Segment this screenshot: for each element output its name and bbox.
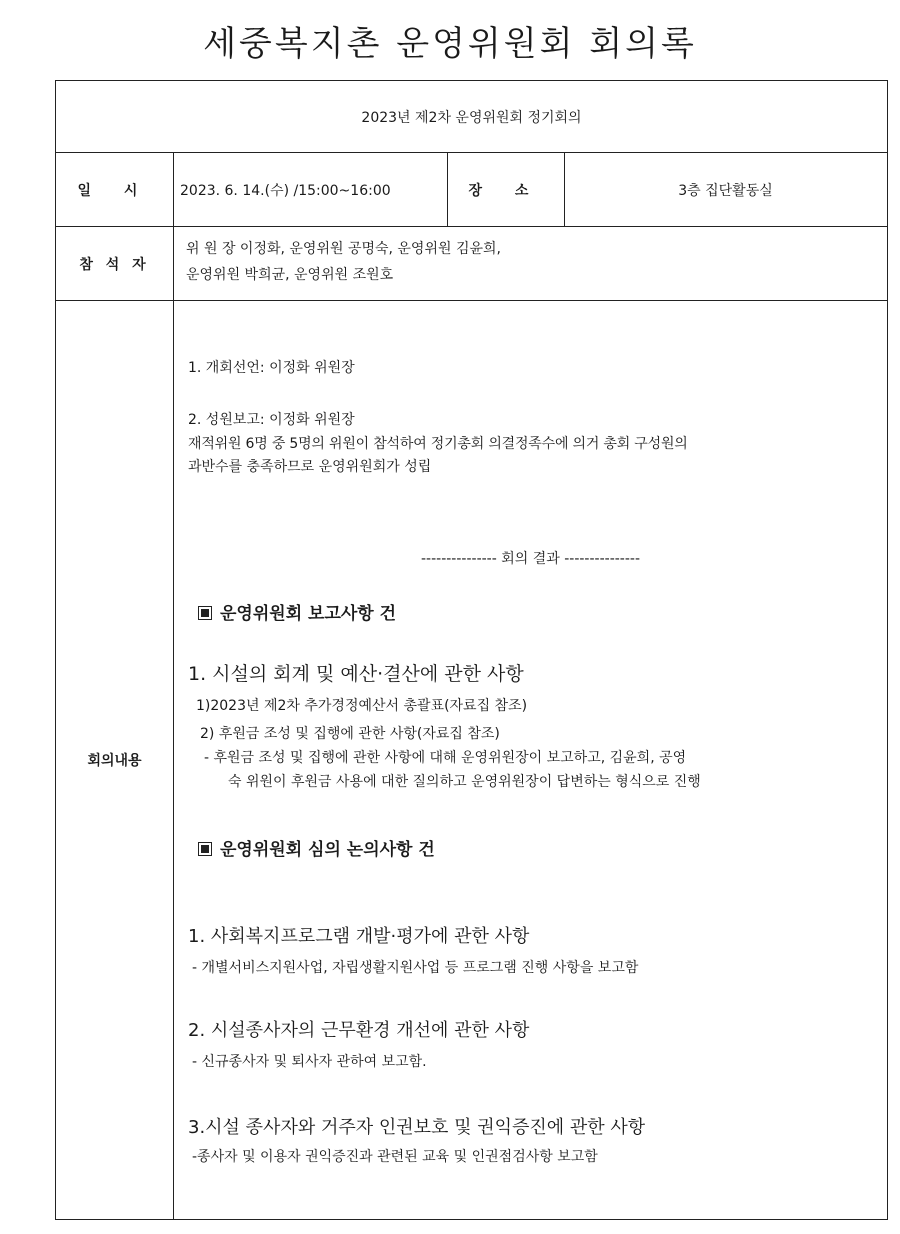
review-item-2: 2. 시설종사자의 근무환경 개선에 관한 사항 bbox=[188, 1020, 530, 1041]
opening-declaration: 1. 개회선언: 이정화 위원장 bbox=[188, 360, 355, 376]
report-detail-2: 숙 위원이 후원금 사용에 대한 질의하고 운영위원장이 답변하는 형식으로 진행 bbox=[228, 774, 701, 790]
review-item-1: 1. 사회복지프로그램 개발·평가에 관한 사항 bbox=[188, 926, 530, 947]
attendees-line-2: 운영위원 박희균, 운영위원 조원호 bbox=[186, 267, 394, 283]
section-report-title: 운영위원회 보고사항 건 bbox=[220, 604, 397, 624]
attendees-line-1: 위 원 장 이정화, 운영위원 공명숙, 운영위원 김윤희, bbox=[186, 241, 501, 257]
date-value: 2023. 6. 14.(수) /15:00~16:00 bbox=[180, 182, 391, 199]
place-label: 장 소 bbox=[468, 182, 543, 199]
report-detail-1: - 후원금 조성 및 집행에 관한 사항에 대해 운영위원장이 보고하고, 김윤희, 공영 bbox=[204, 750, 687, 766]
review-item-1-detail: - 개별서비스지원사업, 자립생활지원사업 등 프로그램 진행 사항을 보고함 bbox=[192, 960, 639, 976]
quorum-line-2: 과반수를 충족하므로 운영위원회가 성립 bbox=[188, 459, 432, 475]
meeting-name-row bbox=[56, 81, 887, 153]
review-item-2-detail: - 신규종사자 및 퇴사자 관하여 보고함. bbox=[192, 1054, 427, 1070]
review-item-3-detail: -종사자 및 이용자 권익증진과 관련된 교육 및 인권점검사항 보고함 bbox=[192, 1149, 598, 1165]
report-item-1: 1. 시설의 회계 및 예산·결산에 관한 사항 bbox=[188, 663, 524, 685]
attendees-row bbox=[56, 227, 887, 301]
report-sub-2: 2) 후원금 조성 및 집행에 관한 사항(자료집 참조) bbox=[200, 726, 500, 742]
black-square-icon bbox=[198, 842, 212, 856]
document-title: 세중복지촌 운영위원회 회의록 bbox=[203, 24, 697, 64]
date-label: 일 시 bbox=[77, 182, 152, 199]
report-sub-1: 1)2023년 제2차 추가경정예산서 총괄표(자료집 참조) bbox=[196, 698, 528, 714]
black-square-icon bbox=[198, 606, 212, 620]
meeting-content bbox=[174, 301, 887, 1219]
section-report-heading bbox=[198, 603, 877, 625]
quorum-title: 2. 성원보고: 이정화 위원장 bbox=[188, 412, 355, 428]
quorum-line-1: 재적위원 6명 중 5명의 위원이 참석하여 정기총회 의결정족수에 의거 총회 구성원의 bbox=[188, 436, 688, 452]
place-value: 3층 집단활동실 bbox=[678, 182, 773, 199]
minutes-table bbox=[55, 80, 888, 1220]
section-review-heading bbox=[198, 839, 877, 861]
content-label: 회의내용 bbox=[87, 753, 142, 769]
review-item-3: 3.시설 종사자와 거주자 인권보호 및 권익증진에 관한 사항 bbox=[188, 1117, 646, 1138]
attendees-label: 참 석 자 bbox=[79, 256, 150, 273]
results-divider: --------------- 회의 결과 --------------- bbox=[421, 551, 640, 567]
date-row bbox=[56, 153, 887, 227]
section-review-title: 운영위원회 심의 논의사항 건 bbox=[220, 840, 435, 860]
meeting-name: 2023년 제2차 운영위원회 정기회의 bbox=[361, 109, 582, 126]
